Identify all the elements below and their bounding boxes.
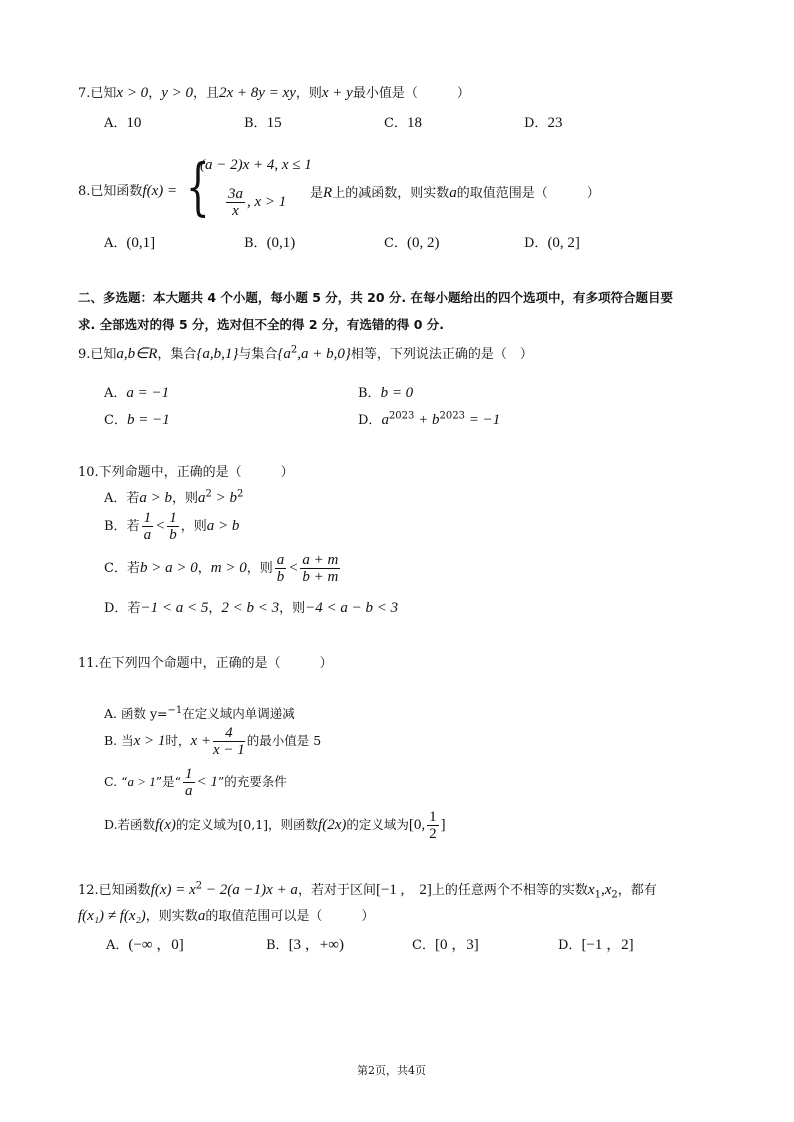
q8-piece2: $\frac{3a}{x}$ , x > 1 <box>228 186 287 219</box>
q7-stem: 7.已知x > 0，y > 0，且2x + 8y = xy，则x + y最小值是（ ） <box>78 85 470 101</box>
q10-option-b[interactable]: B．若 $\frac{1}{a}$ < $\frac{1}{b}$ ，则a > b <box>104 510 240 543</box>
q9-option-a[interactable]: A．a = −1 <box>104 385 170 401</box>
q7-option-d[interactable]: D．23 <box>524 115 563 131</box>
page-footer: 第2页，共4页 <box>357 1064 426 1077</box>
q8-stem-prefix: 8.已知函数f(x) = <box>78 183 178 199</box>
q11-option-b[interactable]: B. 当x > 1时，x + $\frac{4}{x - 1}$ 的最小值是 5 <box>104 725 322 758</box>
q10-option-a[interactable]: A．若a > b，则$a^2 > b^2$ <box>104 488 244 506</box>
q8-option-d[interactable]: D．(0, 2] <box>524 235 580 251</box>
q8-brace: { <box>186 150 210 223</box>
q9-option-d[interactable]: D．$a^{2023} + b^{2023} = -1$ <box>358 410 501 428</box>
q10-option-c[interactable]: C．若b > a > 0，m > 0，则 $\frac{a}{b}$ < $\frac{a + m}{b + m}$ <box>104 552 339 585</box>
q12-stem-line2: f(x₁) ≠ f(x₂)，则实数a的取值范围可以是（ ） <box>78 908 375 924</box>
q10-option-d[interactable]: D．若−1 < a < 5，2 < b < 3，则−4 < a − b < 3 <box>104 600 399 616</box>
section2-line1: 二、多选题：本大题共 4 个小题，每小题 5 分，共 20 分. 在每小题给出的四个选项中，有多项符合题目要 <box>78 290 674 305</box>
q12-option-b[interactable]: B．[3 ，+∞) <box>266 937 344 953</box>
q9-stem: 9.已知a,b∈R，集合{a,b,1}与集合$\{a^2,a + b,0\}$相等，下列说法正确的是（ ） <box>78 344 533 362</box>
q12-option-d[interactable]: D．[−1 ，2] <box>558 937 634 953</box>
q11-option-a[interactable]: A. 函数 y=$^{-1}$在定义域内单调递减 <box>104 704 295 721</box>
q12-option-a[interactable]: A．(−∞ ，0] <box>106 937 184 953</box>
section2-line2: 求. 全部选对的得 5 分，选对但不全的得 2 分，有选错的得 0 分. <box>78 317 445 332</box>
q11-option-d[interactable]: D.若函数f(x)的定义域为[0,1]，则函数f(2x)的定义域为[0, $\frac{1}{2}$ ] <box>104 809 446 842</box>
q10-stem: 10.下列命题中，正确的是（ ） <box>78 465 294 480</box>
q9-option-c[interactable]: C．b = −1 <box>104 412 170 428</box>
q11-stem: 11.在下列四个命题中，正确的是（ ） <box>78 656 333 671</box>
q8-piece1: (a − 2)x + 4, x ≤ 1 <box>200 157 312 173</box>
q9-option-b[interactable]: B．b = 0 <box>358 385 414 401</box>
q8-option-b[interactable]: B．(0,1) <box>244 235 296 251</box>
q7-option-c[interactable]: C．18 <box>384 115 422 131</box>
q12-stem-line1: 12.已知函数$f(x) = x^2 - 2(a -1)x + a$，若对于区间[−1 , 2]上的任意两个不相等的实数$x_1,x_2$，都有 <box>78 880 657 901</box>
q7-option-a[interactable]: A．10 <box>104 115 142 131</box>
q11-option-c[interactable]: C. “a > 1”是“ $\frac{1}{a}$ < 1”的充要条件 <box>104 766 287 799</box>
q8-option-c[interactable]: C．(0, 2) <box>384 235 440 251</box>
q8-option-a[interactable]: A．(0,1] <box>104 235 156 251</box>
q8-stem-suffix: 是R上的减函数，则实数a的取值范围是（ ） <box>310 185 600 201</box>
q12-option-c[interactable]: C．[0 ，3] <box>412 937 479 953</box>
q7-option-b[interactable]: B．15 <box>244 115 282 131</box>
